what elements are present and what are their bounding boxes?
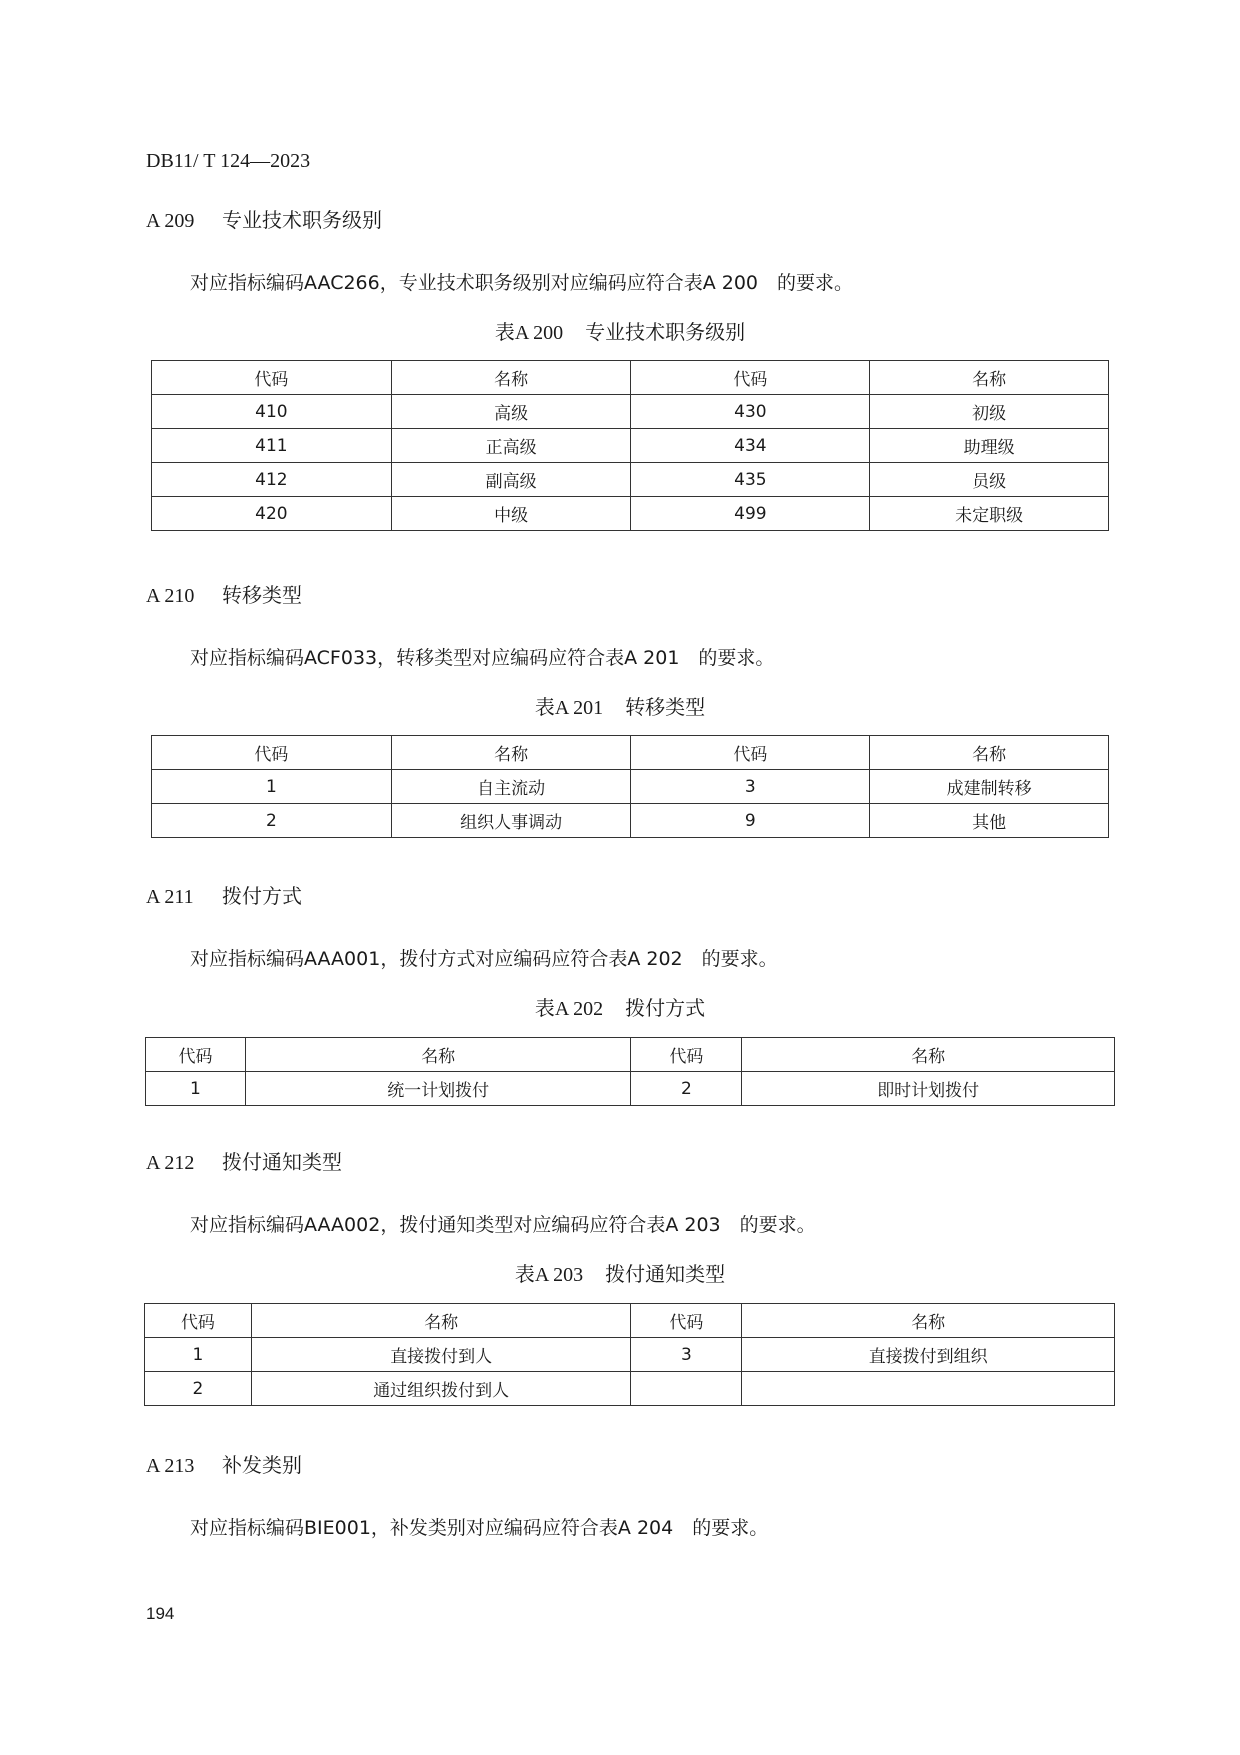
table-cell: 正高级 [391, 429, 631, 463]
section-heading [146, 204, 382, 233]
header-cell: 代码 [145, 1304, 252, 1338]
table-cell: 员级 [870, 463, 1109, 497]
header-cell: 代码 [631, 361, 870, 395]
section-number: A 211 [146, 886, 194, 908]
table-cell: 3 [631, 1338, 742, 1372]
table-row [152, 429, 1109, 463]
section-number: A 210 [146, 585, 195, 607]
table-cell: 2 [631, 1072, 742, 1106]
table-cell: 412 [152, 463, 392, 497]
section-title: 专业技术职务级别 [222, 208, 382, 232]
table-cell: 直接拨付到组织 [742, 1338, 1115, 1372]
table-cell: 2 [152, 804, 392, 838]
table-caption [0, 992, 1240, 1021]
table-caption-number: 表A 203 [514, 1264, 584, 1286]
table-cell: 1 [152, 770, 392, 804]
table-caption-title: 专业技术职务级别 [585, 320, 746, 344]
code-table [144, 1303, 1115, 1406]
table-row [152, 770, 1109, 804]
table-caption-title: 拨付通知类型 [605, 1262, 726, 1286]
section-heading [146, 880, 302, 909]
table-cell: 420 [152, 497, 392, 531]
table-caption-title: 拨付方式 [625, 996, 706, 1020]
table-cell [631, 1372, 742, 1406]
section-title: 拨付通知类型 [222, 1150, 342, 1174]
table-caption [0, 1258, 1240, 1287]
code-table [151, 360, 1109, 531]
table-row [146, 1072, 1115, 1106]
table-header-row [152, 736, 1109, 770]
header-cell: 名称 [245, 1038, 631, 1072]
table-caption [0, 316, 1240, 345]
table-row [152, 463, 1109, 497]
table-cell: 3 [631, 770, 870, 804]
table-row [152, 395, 1109, 429]
table-cell: 通过组织拨付到人 [251, 1372, 631, 1406]
table-cell: 9 [631, 804, 870, 838]
table-header-row [145, 1304, 1115, 1338]
header-cell: 代码 [631, 736, 870, 770]
section-description: 对应指标编码AAA002，拨付通知类型对应编码应符合表A 203 的要求。 [190, 1214, 816, 1236]
table-cell: 组织人事调动 [391, 804, 631, 838]
table-caption-number: 表A 201 [534, 697, 604, 719]
section-description: 对应指标编码AAC266，专业技术职务级别对应编码应符合表A 200 的要求。 [190, 272, 854, 294]
table-cell: 即时计划拨付 [742, 1072, 1115, 1106]
table-cell: 410 [152, 395, 392, 429]
header-cell: 名称 [742, 1038, 1115, 1072]
header-cell: 名称 [870, 736, 1109, 770]
table-cell: 统一计划拨付 [245, 1072, 631, 1106]
table-cell: 成建制转移 [870, 770, 1109, 804]
table-cell [742, 1372, 1115, 1406]
table-row [152, 497, 1109, 531]
section-title: 转移类型 [222, 583, 302, 607]
table-header-row [146, 1038, 1115, 1072]
section-number: A 209 [146, 210, 195, 232]
table-cell: 直接拨付到人 [251, 1338, 631, 1372]
table-cell: 1 [145, 1338, 252, 1372]
section-title: 拨付方式 [222, 884, 302, 908]
header-cell: 名称 [251, 1304, 631, 1338]
table-cell: 499 [631, 497, 870, 531]
document-id: DB11/ T 124—2023 [146, 150, 311, 172]
page-number: 194 [146, 1604, 175, 1623]
header-cell: 名称 [742, 1304, 1115, 1338]
table-header-row [152, 361, 1109, 395]
table-caption-number: 表A 202 [534, 998, 604, 1020]
section-number: A 213 [146, 1455, 195, 1477]
table-caption-title: 转移类型 [625, 695, 706, 719]
table-cell: 434 [631, 429, 870, 463]
header-cell: 代码 [152, 736, 392, 770]
section-number: A 212 [146, 1152, 195, 1174]
table-cell: 副高级 [391, 463, 631, 497]
table-cell: 高级 [391, 395, 631, 429]
table-cell: 中级 [391, 497, 631, 531]
header-cell: 代码 [146, 1038, 246, 1072]
table-cell: 1 [146, 1072, 246, 1106]
table-row [145, 1338, 1115, 1372]
section-title: 补发类别 [222, 1453, 302, 1477]
header-cell: 名称 [391, 736, 631, 770]
code-table [145, 1037, 1115, 1106]
header-cell: 代码 [631, 1304, 742, 1338]
table-cell: 未定职级 [870, 497, 1109, 531]
code-table [151, 735, 1109, 838]
section-heading [146, 1146, 342, 1175]
table-cell: 助理级 [870, 429, 1109, 463]
table-caption-number: 表A 200 [494, 322, 564, 344]
table-cell: 435 [631, 463, 870, 497]
table-cell: 430 [631, 395, 870, 429]
table-row [152, 804, 1109, 838]
section-description: 对应指标编码ACF033，转移类型对应编码应符合表A 201 的要求。 [190, 647, 775, 669]
header-cell: 名称 [870, 361, 1109, 395]
table-cell: 其他 [870, 804, 1109, 838]
section-description: 对应指标编码BIE001，补发类别对应编码应符合表A 204 的要求。 [190, 1517, 769, 1539]
header-cell: 名称 [391, 361, 631, 395]
table-cell: 初级 [870, 395, 1109, 429]
table-cell: 411 [152, 429, 392, 463]
table-row [145, 1372, 1115, 1406]
table-caption [0, 691, 1240, 720]
section-heading [146, 579, 302, 608]
section-description: 对应指标编码AAA001，拨付方式对应编码应符合表A 202 的要求。 [190, 948, 778, 970]
table-cell: 自主流动 [391, 770, 631, 804]
header-cell: 代码 [631, 1038, 742, 1072]
section-heading [146, 1449, 302, 1478]
header-cell: 代码 [152, 361, 392, 395]
table-cell: 2 [145, 1372, 252, 1406]
